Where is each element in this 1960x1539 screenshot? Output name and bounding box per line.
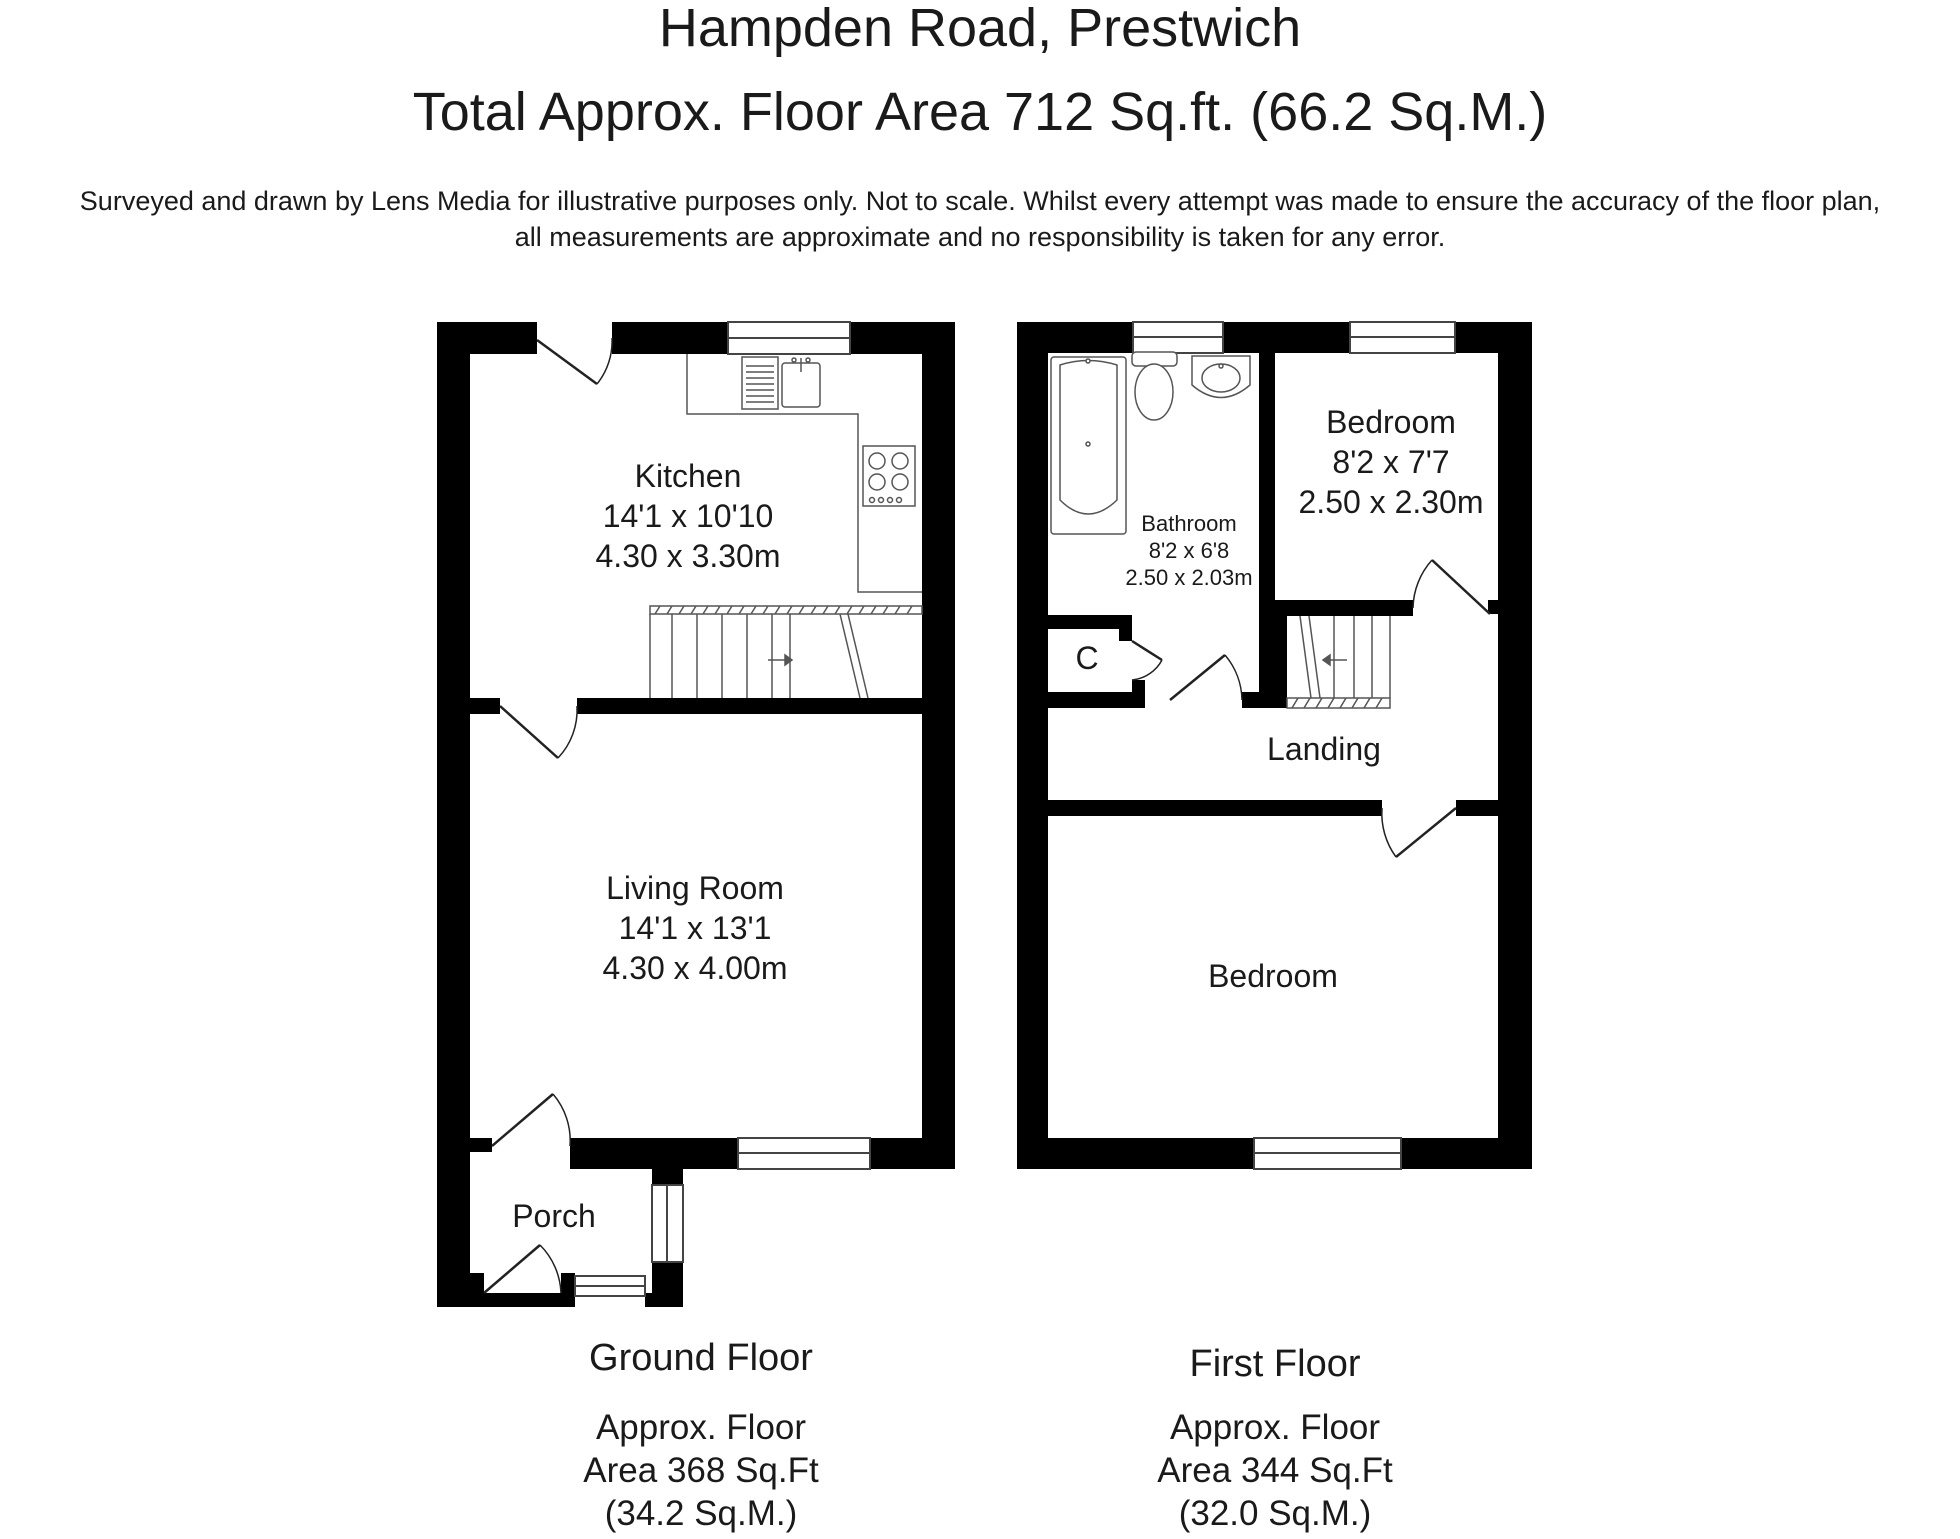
porch-inner-door — [492, 1094, 553, 1146]
landing-name: Landing — [1267, 731, 1381, 767]
toilet-bowl — [1135, 364, 1173, 420]
porch-name: Porch — [512, 1198, 596, 1234]
living-room-door — [500, 706, 558, 758]
kitchen-door — [537, 340, 597, 384]
ground-floor-title: Ground Floor — [589, 1337, 813, 1379]
first-floor-area-line-2: Area 344 Sq.Ft — [1157, 1451, 1393, 1490]
main-bedroom-name: Bedroom — [1208, 958, 1338, 994]
bathroom-fixtures — [1051, 352, 1250, 534]
bathroom-dimensions-metric: 2.50 x 2.03m — [1125, 565, 1253, 590]
living-room-dimensions-metric: 4.30 x 4.00m — [602, 950, 788, 986]
living-room-dimensions-imperial: 14'1 x 13'1 — [618, 910, 772, 946]
first-floor-title: First Floor — [1189, 1343, 1361, 1385]
cupboard-door — [1132, 641, 1162, 660]
first-floor-stairs — [1287, 616, 1390, 708]
kitchen-dimensions-imperial: 14'1 x 10'10 — [602, 498, 774, 534]
small-bedroom-door — [1432, 560, 1490, 614]
ground-floor-area-line-3: (34.2 Sq.M.) — [604, 1494, 798, 1533]
small-bedroom-dimensions-metric: 2.50 x 2.30m — [1298, 484, 1484, 520]
bathroom-name: Bathroom — [1141, 511, 1237, 536]
first-floor-area-line-1: Approx. Floor — [1169, 1408, 1381, 1447]
small-bedroom-dimensions-imperial: 8'2 x 7'7 — [1332, 444, 1450, 480]
cupboard-label: C — [1075, 640, 1099, 676]
bathroom-dimensions-imperial: 8'2 x 6'8 — [1148, 538, 1230, 563]
bathroom-door — [1170, 655, 1225, 700]
disclaimer-line-2: all measurements are approximate and no responsibility is taken for any error. — [514, 222, 1446, 252]
kitchen-dimensions-metric: 4.30 x 3.30m — [595, 538, 781, 574]
property-address: Hampden Road, Prestwich — [658, 0, 1302, 58]
disclaimer-line-1: Surveyed and drawn by Lens Media for illustrative purposes only. Not to scale. Whilst every attempt was made to ensure the accuracy of the floor plan, — [79, 186, 1881, 216]
porch-front-door — [484, 1245, 540, 1293]
ground-floor-area-line-1: Approx. Floor — [595, 1408, 807, 1447]
first-floor-area-line-3: (32.0 Sq.M.) — [1178, 1494, 1372, 1533]
total-floor-area: Total Approx. Floor Area 712 Sq.ft. (66.2 Sq.M.) — [412, 82, 1548, 142]
kitchen-name: Kitchen — [634, 458, 742, 494]
main-bedroom-door — [1396, 808, 1456, 857]
sink-drainer — [742, 357, 778, 409]
ground-floor-stairs — [650, 606, 922, 698]
ground-floor-area-line-2: Area 368 Sq.Ft — [583, 1451, 819, 1490]
living-room-name: Living Room — [606, 870, 784, 906]
small-bedroom-name: Bedroom — [1326, 404, 1456, 440]
